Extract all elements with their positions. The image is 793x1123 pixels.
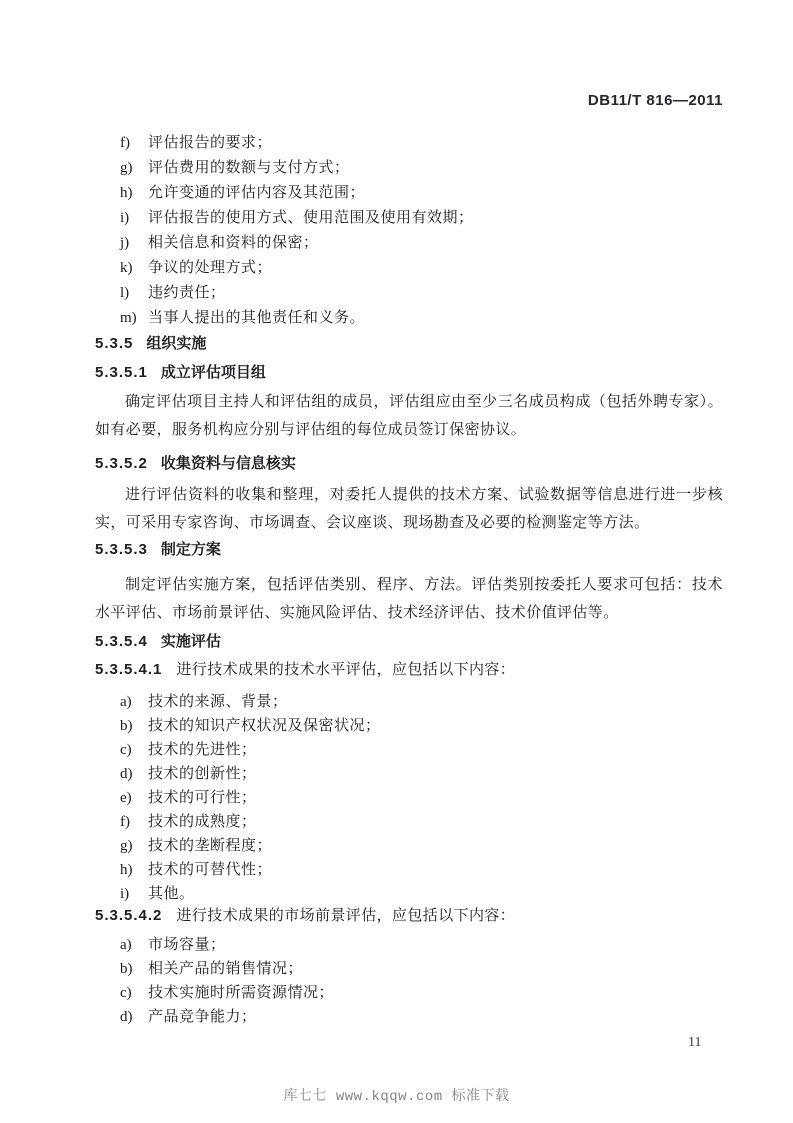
- contract-terms-list: [120, 131, 723, 331]
- item-text: 违约责任；: [148, 285, 226, 301]
- paragraph-5-3-5-3: 制定评估实施方案，包括评估类别、程序、方法。评估类别按委托人要求可包括：技术水平评估、市场前景评估、实施风险评估、技术经济评估、技术价值评估等。: [95, 577, 723, 621]
- section-title: 收集资料与信息核实: [160, 455, 296, 472]
- item-label: g): [120, 838, 133, 854]
- item-text: 评估报告的使用方式、使用范围及使用有效期；: [148, 210, 474, 226]
- item-label: f): [120, 135, 130, 151]
- doc-number: DB11/T 816—2011: [587, 92, 723, 109]
- list-item: [120, 738, 723, 762]
- paragraph-5-3-5-2: 进行评估资料的收集和整理，对委托人提供的技术方案、试验数据等信息进行进一步核实，可采用专家咨询、市场调查、会议座谈、现场勘查及必要的检测鉴定等方法。: [95, 487, 723, 531]
- section-title: 制定方案: [160, 541, 221, 558]
- item-label: h): [120, 185, 133, 201]
- list-item: [120, 690, 723, 714]
- item-label: k): [120, 260, 133, 276]
- tech-level-list: [120, 690, 723, 906]
- section-number: 5.3.5.1: [95, 364, 148, 381]
- item-label: f): [120, 814, 130, 830]
- item-text: 技术的知识产权状况及保密状况；: [148, 718, 381, 734]
- list-item: [120, 810, 723, 834]
- paragraph-5-3-5-1: 确定评估项目主持人和评估组的成员，评估组应由至少三名成员构成（包括外聘专家）。如有必要，服务机构应分别与评估组的每位成员签订保密协议。: [95, 394, 723, 438]
- section-heading-5-3-5: [95, 334, 723, 354]
- item-label: a): [120, 694, 132, 710]
- item-label: g): [120, 160, 133, 176]
- section-title: 组织实施: [146, 335, 207, 352]
- list-item: [120, 834, 723, 858]
- item-label: b): [120, 718, 133, 734]
- clause-text: 进行技术成果的技术水平评估，应包括以下内容：: [176, 662, 516, 678]
- item-label: e): [120, 790, 132, 806]
- list-item: [120, 131, 723, 156]
- watermark: 库七七 www.kqqw.com 标准下载: [283, 1089, 510, 1105]
- list-item: [120, 981, 723, 1005]
- page-number: 11: [688, 1035, 702, 1050]
- item-text: 相关信息和资料的保密；: [148, 235, 319, 251]
- item-text: 技术的来源、背景；: [148, 694, 288, 710]
- item-label: i): [120, 886, 130, 902]
- list-item: [120, 1005, 723, 1029]
- section-number: 5.3.5: [95, 335, 134, 352]
- clause-number: 5.3.5.4.2: [95, 907, 163, 924]
- item-text: 市场容量；: [148, 937, 226, 953]
- item-text: 当事人提出的其他责任和义务。: [148, 310, 366, 326]
- item-text: 其他。: [148, 886, 195, 902]
- list-item: [120, 306, 723, 331]
- list-item: [120, 206, 723, 231]
- list-item: [120, 933, 723, 957]
- item-text: 允许变通的评估内容及其范围；: [148, 185, 366, 201]
- item-text: 技术的创新性；: [148, 766, 257, 782]
- item-label: m): [120, 310, 137, 326]
- list-item: [120, 957, 723, 981]
- clause-5-3-5-4-2: [95, 906, 723, 926]
- section-title: 成立评估项目组: [160, 364, 266, 381]
- item-text: 评估报告的要求；: [148, 135, 273, 151]
- item-text: 技术实施时所需资源情况；: [148, 985, 335, 1001]
- item-label: l): [120, 285, 130, 301]
- item-text: 争议的处理方式；: [148, 260, 273, 276]
- list-item: [120, 858, 723, 882]
- list-item: [120, 281, 723, 306]
- item-label: a): [120, 937, 132, 953]
- clause-5-3-5-4-1: [95, 660, 723, 680]
- list-item: [120, 762, 723, 786]
- item-label: d): [120, 766, 133, 782]
- list-item: [120, 256, 723, 281]
- item-text: 技术的成熟度；: [148, 814, 257, 830]
- item-text: 技术的垄断程度；: [148, 838, 273, 854]
- item-text: 技术的先进性；: [148, 742, 257, 758]
- item-label: c): [120, 985, 132, 1001]
- list-item: [120, 882, 723, 906]
- section-heading-5-3-5-2: [95, 454, 723, 474]
- list-item: [120, 714, 723, 738]
- section-heading-5-3-5-3: [95, 540, 723, 560]
- item-label: i): [120, 210, 130, 226]
- item-text: 技术的可行性；: [148, 790, 257, 806]
- item-text: 产品竞争能力；: [148, 1009, 257, 1025]
- item-text: 评估费用的数额与支付方式；: [148, 160, 350, 176]
- item-label: d): [120, 1009, 133, 1025]
- market-prospect-list: [120, 933, 723, 1029]
- section-number: 5.3.5.4: [95, 633, 148, 650]
- item-label: j): [120, 235, 130, 251]
- item-label: h): [120, 862, 133, 878]
- section-title: 实施评估: [160, 633, 221, 650]
- item-label: c): [120, 742, 132, 758]
- list-item: [120, 156, 723, 181]
- list-item: [120, 181, 723, 206]
- list-item: [120, 231, 723, 256]
- section-heading-5-3-5-4: [95, 632, 723, 652]
- section-number: 5.3.5.3: [95, 541, 148, 558]
- clause-number: 5.3.5.4.1: [95, 661, 163, 678]
- clause-text: 进行技术成果的市场前景评估，应包括以下内容：: [176, 908, 516, 924]
- item-text: 相关产品的销售情况；: [148, 961, 304, 977]
- list-item: [120, 786, 723, 810]
- section-number: 5.3.5.2: [95, 455, 148, 472]
- section-heading-5-3-5-1: [95, 363, 723, 383]
- item-text: 技术的可替代性；: [148, 862, 273, 878]
- item-label: b): [120, 961, 133, 977]
